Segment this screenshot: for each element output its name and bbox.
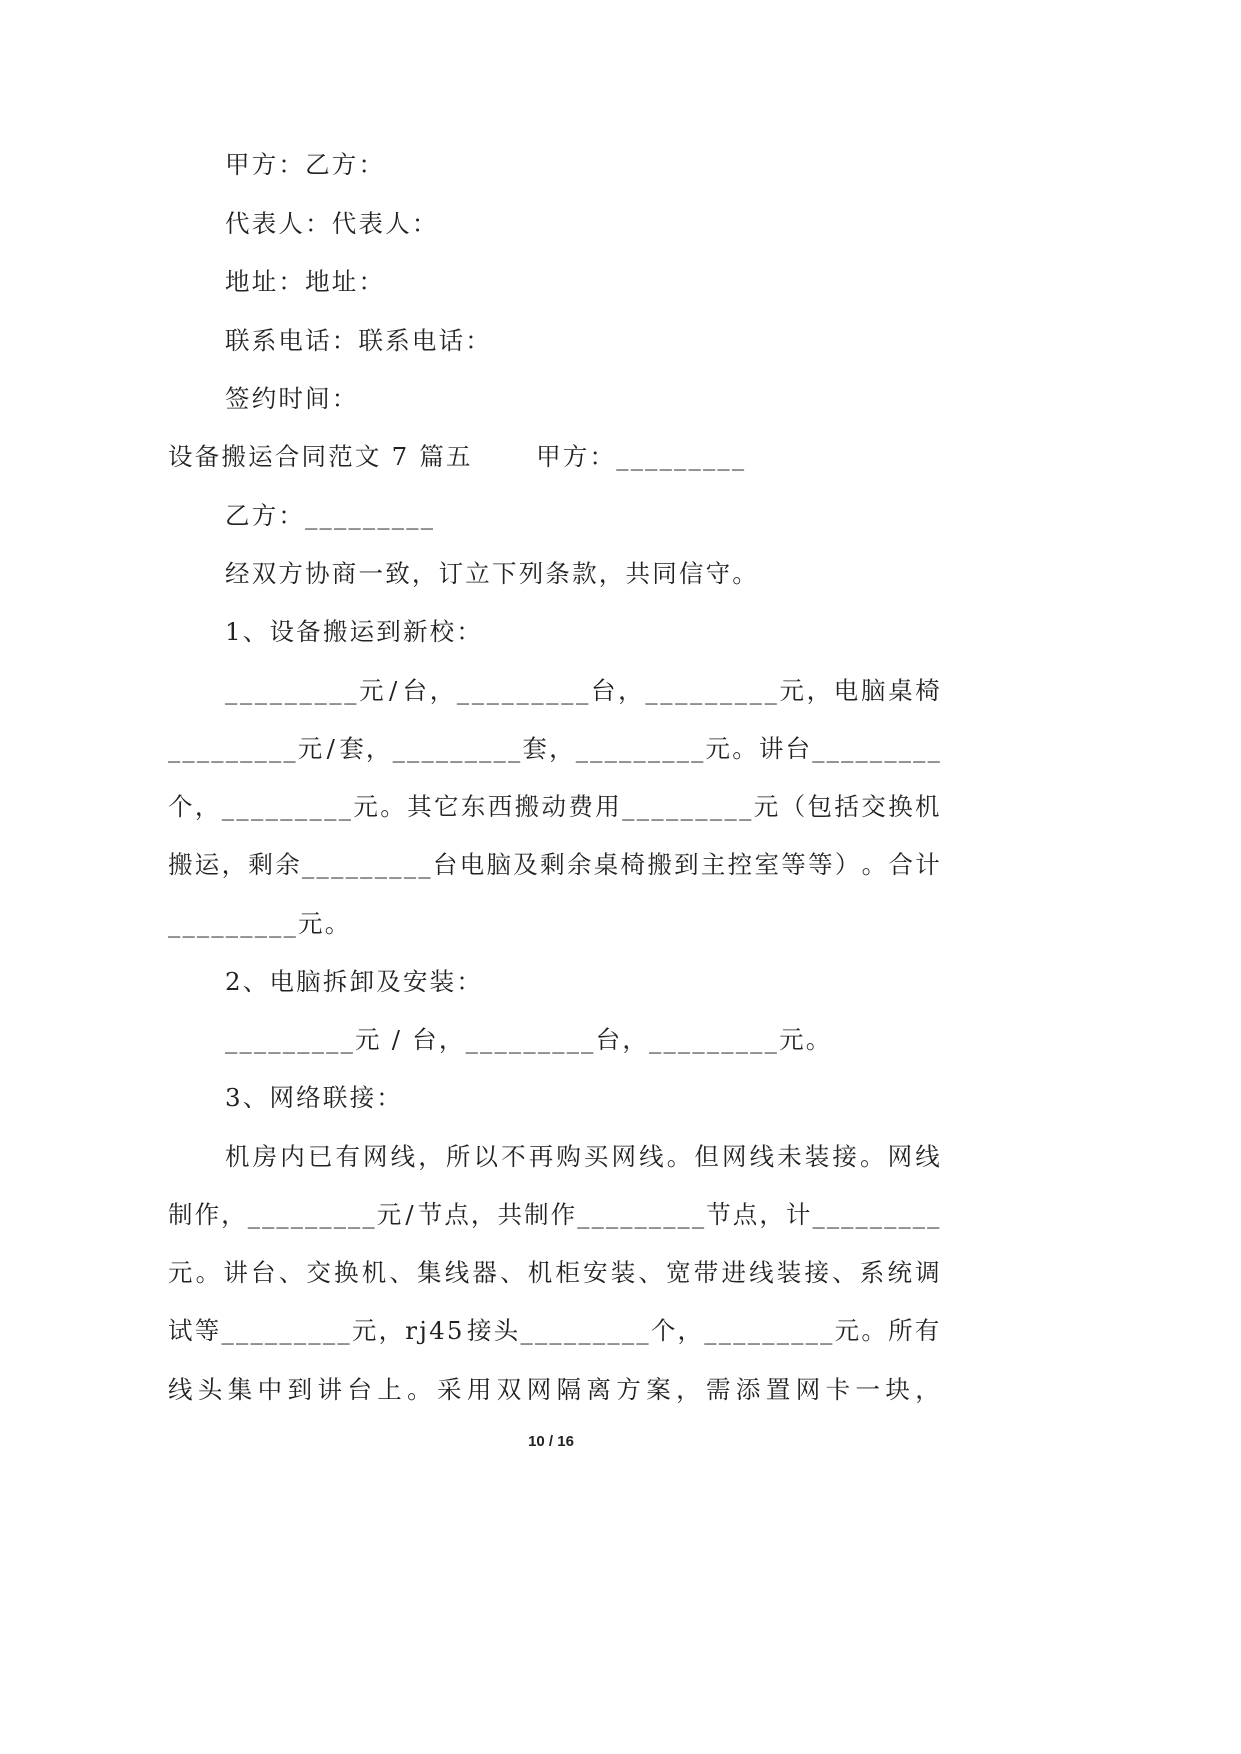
clause-1-line-1: _ _ _ _ _ _ _ _ _ 元 / 台 ， _ _ _ _ _ _ _ _ _ 台 ， _ _ _ _ _ _ _ _ _ 元 ， 电 脑 桌 椅: [225, 676, 940, 705]
section-heading: 设备搬运合同范文 7 篇五 甲方：_________: [168, 442, 747, 471]
clause-3-line-5: 线 头 集 中 到 讲 台 上 。 采 用 双 网 隔 离 方 案 ， 需 添 置 网 卡 一 块 ，: [168, 1375, 940, 1404]
clause-1-line-5: _________元。: [168, 909, 352, 938]
clause-3-line-3: 元 。 讲 台 、 交 换 机 、 集 线 器 、 机 柜 安 装 、 宽 带 进 线 装 接 、 系 统 调: [168, 1258, 940, 1287]
party-line: 甲方：乙方：: [225, 150, 386, 179]
clause-2-line-1: _________元 / 台，_________台，_________元。: [225, 1025, 833, 1054]
address-line: 地址：地址：: [225, 267, 386, 296]
party-b-line: 乙方：_________: [225, 501, 436, 530]
clause-1-line-2: _ _ _ _ _ _ _ _ _ 元 / 套 ， _ _ _ _ _ _ _ _ _ 套 ， _ _ _ _ _ _ _ _ _ 元 。 讲 台 _ _ _ _ _ _ _ _ _: [168, 734, 940, 763]
agreement-intro: 经双方协商一致，订立下列条款，共同信守。: [225, 559, 759, 588]
clause-3-line-4: 试 等 _ _ _ _ _ _ _ _ _ 元 ， r j 4 5 接 头 _ _ _ _ _ _ _ _ _ 个 ， _ _ _ _ _ _ _ _ _ 元 。 所 有: [168, 1316, 940, 1345]
clause-1-heading: 1、设备搬运到新校：: [225, 617, 484, 646]
clause-1-line-4: 搬 运 ， 剩 余 _ _ _ _ _ _ _ _ _ 台 电 脑 及 剩 余 桌 椅 搬 到 主 控 室 等 等 ） 。 合 计: [168, 850, 940, 879]
clause-3-heading: 3、网络联接：: [225, 1083, 403, 1112]
clause-2-heading: 2、电脑拆卸及安装：: [225, 967, 484, 996]
phone-line: 联系电话：联系电话：: [225, 326, 492, 355]
clause-3-line-2: 制 作 ， _ _ _ _ _ _ _ _ _ 元 / 节 点 ， 共 制 作 _ _ _ _ _ _ _ _ _ 节 点 ， 计 _ _ _ _ _ _ _ _ _: [168, 1200, 940, 1229]
clause-1-line-3: 个 ， _ _ _ _ _ _ _ _ _ 元 。 其 它 东 西 搬 动 费 用 _ _ _ _ _ _ _ _ _ 元 （ 包 括 交 换 机: [168, 792, 940, 821]
page-number: 10 / 16: [528, 1433, 574, 1450]
clause-3-line-1: 机 房 内 已 有 网 线 ， 所 以 不 再 购 买 网 线 。 但 网 线 未 装 接 。 网 线: [225, 1142, 940, 1171]
representative-line: 代表人：代表人：: [225, 209, 439, 238]
signing-time-line: 签约时间：: [225, 384, 359, 413]
